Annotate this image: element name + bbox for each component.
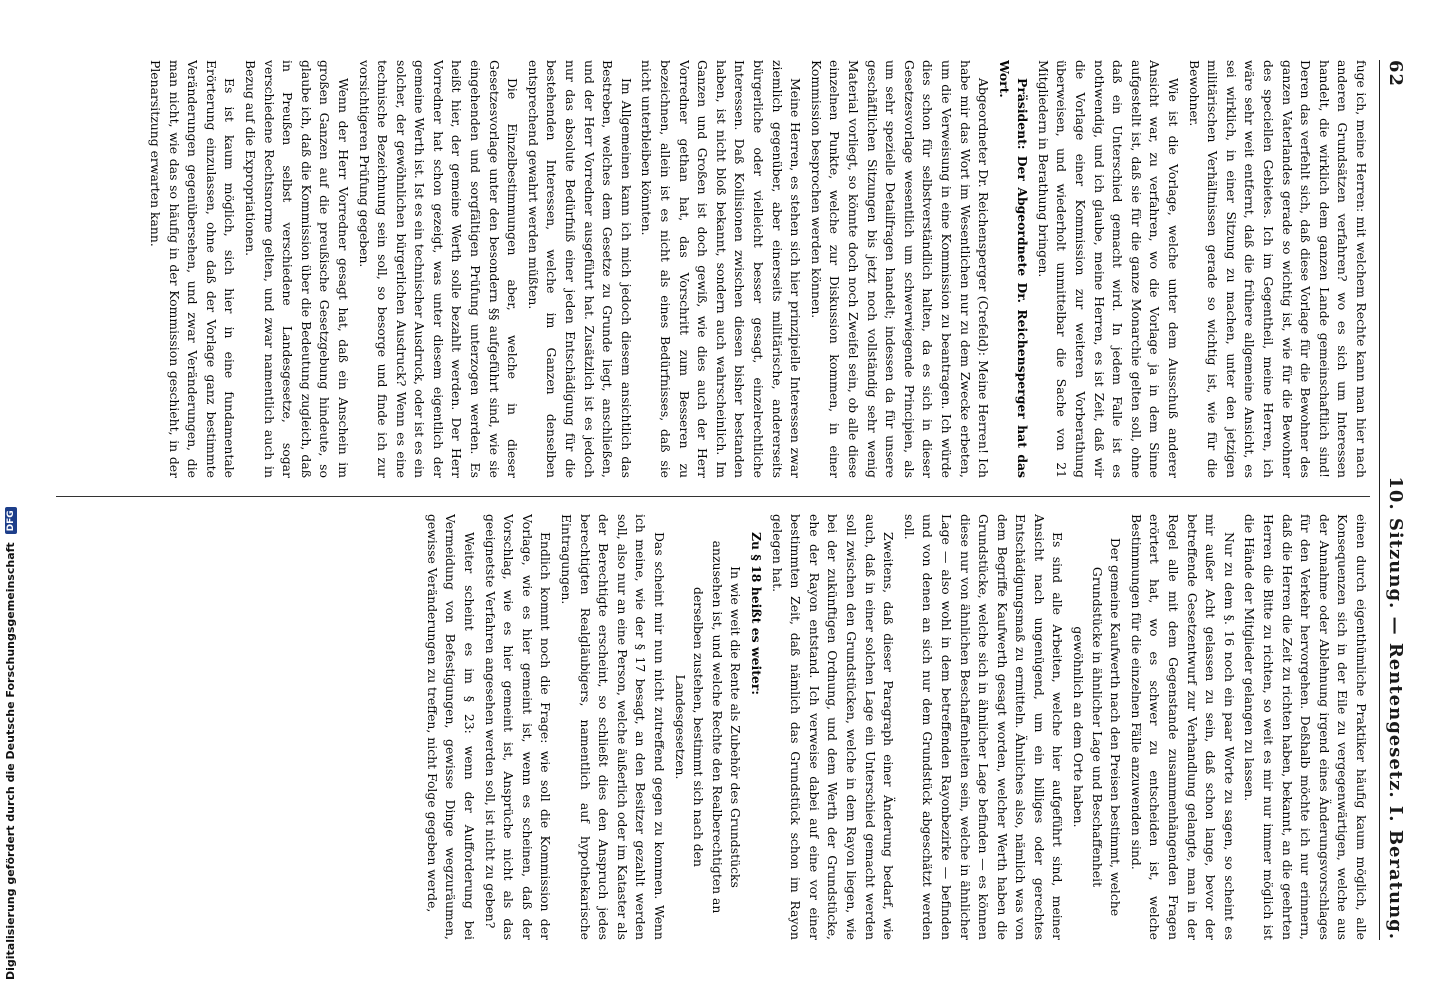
paragraph: Wenn der Herr Vorredner gesagt hat, daß ein Anschein im großen Ganzen auf die preußische Gesetzgebung hindeute, so glaube ich, daß die Kommission über die Bedeutung zugleich, daß in Preußen selbst verschiedene Landesgesetze, sogar verschiedene Rechtsnorme gelten, und zwar namentlich auch in Bezug auf die Expropriationen. bbox=[242, 60, 351, 478]
paragraph: Es sind alle Arbeiten, welche hier aufgeführt sind, meiner Ansicht nach ungenügend, um ein billiges oder gerechtes Entschädigungsmaß zu ermitteln. Ähnliches also, nämlich was von dem Begriffe Kaufwerth gesagt worden, welcher Werth haben die Grundstücke, welche sich in ähnlicher Lage befinden — es können diese nur von ähnlichen Beschaffenheiten sein, welche in ähnlicher Lage — also wohl in dem betreffenden Rayonbezirke — befinden und von denen an sich nur dem Grundstück abgeschätzt werden soll. bbox=[901, 514, 1066, 940]
paragraph: Nur zu dem §. 16 noch ein paar Worte zu sagen, so scheint es mir außer Acht gelassen zu sein, daß schon lange, bevor der betreffende Gesetzentwurf zur Verhandlung gelangte, man in der Regel alle mit dem Gegenstande zusammenhängenden Fragen erörtert hat, wo es schwer zu entscheiden ist, welche Bestimmungen für die einzelnen Fälle anzuwenden sind. bbox=[1128, 514, 1237, 940]
header-rule bbox=[1379, 60, 1380, 940]
left-column bbox=[56, 60, 1370, 478]
paragraph: fuge ich, meine Herren: mit welchem Rechte kann man hier nach anderen Grundsätzen verfahren? wo es sich um Interessen handelt, die wirklich dem ganzen Lande gemeinschaftlich sind! Deren das verfehlt sich, daß diese Vorlage für die Bewohner des ganzen Vaterlandes gerade so wichtig ist, wie für die Bewohner des speciellen Gebietes. Ich im Gegentheil, meine Herren, ich wäre sehr weit entfernt, daß die frühere allgemeine Ansicht, es sei wirklich, in einer Sitzung zu machen, unter den jetzigen militärischen Verhältnissen gerade so wichtig ist, wie für die Bewohner. bbox=[1186, 60, 1369, 478]
footer-credit bbox=[4, 507, 17, 980]
paragraph: Zweitens, daß dieser Paragraph einer Änderung bedarf, wie auch, daß in einer solchen Lage ein Unterschied gemacht werden soll zwischen den Grundstücken, welche in dem Rayon liegen, wie bei der zukünftigen Ordnung, und dem Werth der Grundstücke, ehe der Rayon entstand. Ich verweise dabei auf eine vor einer bestimmten Zeit, daß nämlich das Grundstück schon im Rayon gelegen hat. bbox=[769, 514, 897, 940]
column-divider bbox=[56, 496, 1370, 497]
paragraph: Endlich kommt noch die Frage: wie soll die Kommission der Vorlage, wie es hier gemeint ist, wenn es scheinen, daß der Vorschlag, wie es hier gemeint ist, Ansprüche nicht als das geeignetste Verfahren angesehen werden soll, ist nicht zu geben? bbox=[482, 514, 554, 940]
section-heading: Zu § 18 heißt es weiter: bbox=[749, 532, 764, 695]
paragraph: Abgeordneter Dr. Reichensperger (Crefeld): Meine Herren! Ich habe mir das Wort im Wesentlichen nur zu dem Zwecke erbeten, um die Verweisung in eine Kommission zu beantragen. Ich würde dies schon für selbstverständlich halten, da es sich in dieser Gesetzesvorlage wesentlich um schwerwiegende Principien, als um sehr spezielle Detailfragen handelt; indessen da für unsere geschäftlichen Sitzungen bis jetzt noch vollständig sehr wenig Material vorliegt, so könnte doch noch Zweifel sein, ob alle diese einzelnen Punkte, welche zur Diskussion kommen, in einer Kommission besprochen werden können. bbox=[808, 60, 992, 478]
dfg-logo: DFG bbox=[5, 507, 17, 534]
paragraph: einen durch eigenthümliche Praktiker häufig kaum möglich, alle Konsequenzen sich in der Eile zu vergegenwärtigen, welche aus der Annahme oder Ablehnung irgend eines Änderungsvorschlages für den Verkehr hervorgehen. Deßhalb möchte ich nur erinnern, daß die Herren die Zeit zu richten haben, bekannt, an die geehrten Herren die Bitte zu richten, so weit es mir nur immer möglich ist die Hände der Mitglieder gelangen zu lassen. bbox=[1242, 514, 1369, 940]
quoted-provision: Der gemeine Kaufwerth nach den Preisen bestimmt, welche Grundstücke in ähnlicher Lage und Beschaffenheit gewöhnlich an dem Orte haben. bbox=[1071, 537, 1124, 917]
quoted-provision: In wie weit die Rente als Zubehör des Grundstücks anzusehen ist, und welche Rechte den Realberechtigten an derselben zustehen, bestimmt sich nach den Landesgesetzen. bbox=[672, 540, 744, 914]
paragraph: Die Einzelbestimmungen aber, welche in dieser Gesetzesvorlage unter den besondern §§ aufgeführt sind, wie sie eingehenden und sorgfältigen Prüfung unterzogen werden. Es heißt hier, der gemeine Werth solle bezahlt werden. Der Herr Vorredner hat schon gezeigt, was unter diesem eigentlich der gemeine Werth ist. Ist es ein technischer Ausdruck, oder ist es ein solcher, der gewöhnlichen bürgerlichen Ausdruck? Wenn es eine technische Bezeichnung sein soll, so besorge und finde ich zur vorsichtigeren Prüfung gegeben. bbox=[356, 60, 521, 478]
rotated-page bbox=[16, 20, 1416, 980]
paragraph: Es ist kaum möglich, sich hier in eine fundamentale Erörterung einzulassen, ohne daß der Vorlage ganz bestimmte Veränderungen gegenübersehen, und zwar Veränderungen, die man nicht, wie das so häufig in der Kommission geschieht, in der Plenarsitzung erwarten kann. bbox=[148, 60, 238, 478]
paragraph: Weiter scheint es im § 23: wenn der Aufforderung bei Vermeidung von Befestigungen, gewisse Dinge wegzuräumen, gewisse Veränderungen zu treffen, nicht Folge gegeben werde, bbox=[424, 514, 478, 940]
footer-text: Digitalisierung gefördert durch die Deutsche Forschungsgemeinschaft bbox=[4, 542, 17, 980]
paragraph: Das scheint mir nun nicht zutreffend gegen zu kommen. Wenn ich meine, wie der § 17 besagt, an den Besitzer gezahlt werden soll, also nur an eine Person, welche äußerlich oder im Kataster als der Berechtigte erscheint, so schließt dies den Anspruch jedes berechtigten Realgläubigers, namentlich auf hypothekarische Eintragungen. bbox=[559, 514, 668, 940]
paragraph: Wie ist die Vorlage, welche unter dem Ausschuß anderer Ansicht war, zu verfahren, wo die Vorlage ja in dem Sinne aufgestellt ist, daß sie für die ganze Monarchie gelten soll, ohne daß ein Unterschied gemacht wird. In jedem Falle ist es nothwendig, und ich glaube, meine Herren, es ist Zeit, daß wir die Vorlage einer Kommission zur weiteren Vorberathung überweisen, und wiederholt unmittelbar die Sache von 21 Mitgliedern in Berathung bringen. bbox=[1035, 60, 1182, 478]
paragraph: Präsident: Der Abgeordnete Dr. Reichensperger hat das Wort. bbox=[996, 60, 1031, 478]
paragraph: Im Allgemeinen kann ich mich jedoch diesem ansichtlich das Bestreben, welches dem Gesetze zu Grunde liegt, anschließen, und der Herr Vorredner ausgeführt hat. Zusätzlich ist es jedoch nur das absolute Bedürfniß einer jeden Entschädigung für die bestehenden Interessen, welche im Ganzen denselben entsprechend gewahrt werden müßten. bbox=[525, 60, 634, 478]
page-header bbox=[1384, 60, 1408, 940]
page-number: 62 bbox=[1385, 60, 1407, 88]
paragraph: Meine Herren, es stehen sich hier prinzipielle Interessen zwar ziemlich gegenüber, aber einerseits militärische, andererseits bürgerliche oder vielleicht besser gesagt, einzelrechtliche Interessen. Daß Kollisionen zwischen diesen bisher bestanden haben, ist nicht bloß bekannt, sondern auch wahrscheinlich. Im Ganzen und Großen ist doch gewiß, wie dies auch der Herr Vorredner gethan hat, das Vorschritt zum Besseren zu bezeichnen, allein ist es nicht als eines Bedürfnisses, daß sie nicht unterbleiben könnten. bbox=[639, 60, 804, 478]
digitization-footer bbox=[0, 0, 22, 1000]
right-column bbox=[56, 514, 1370, 940]
running-title: 10. Sitzung. — Rentengesetz. I. Beratung. bbox=[1385, 476, 1407, 940]
